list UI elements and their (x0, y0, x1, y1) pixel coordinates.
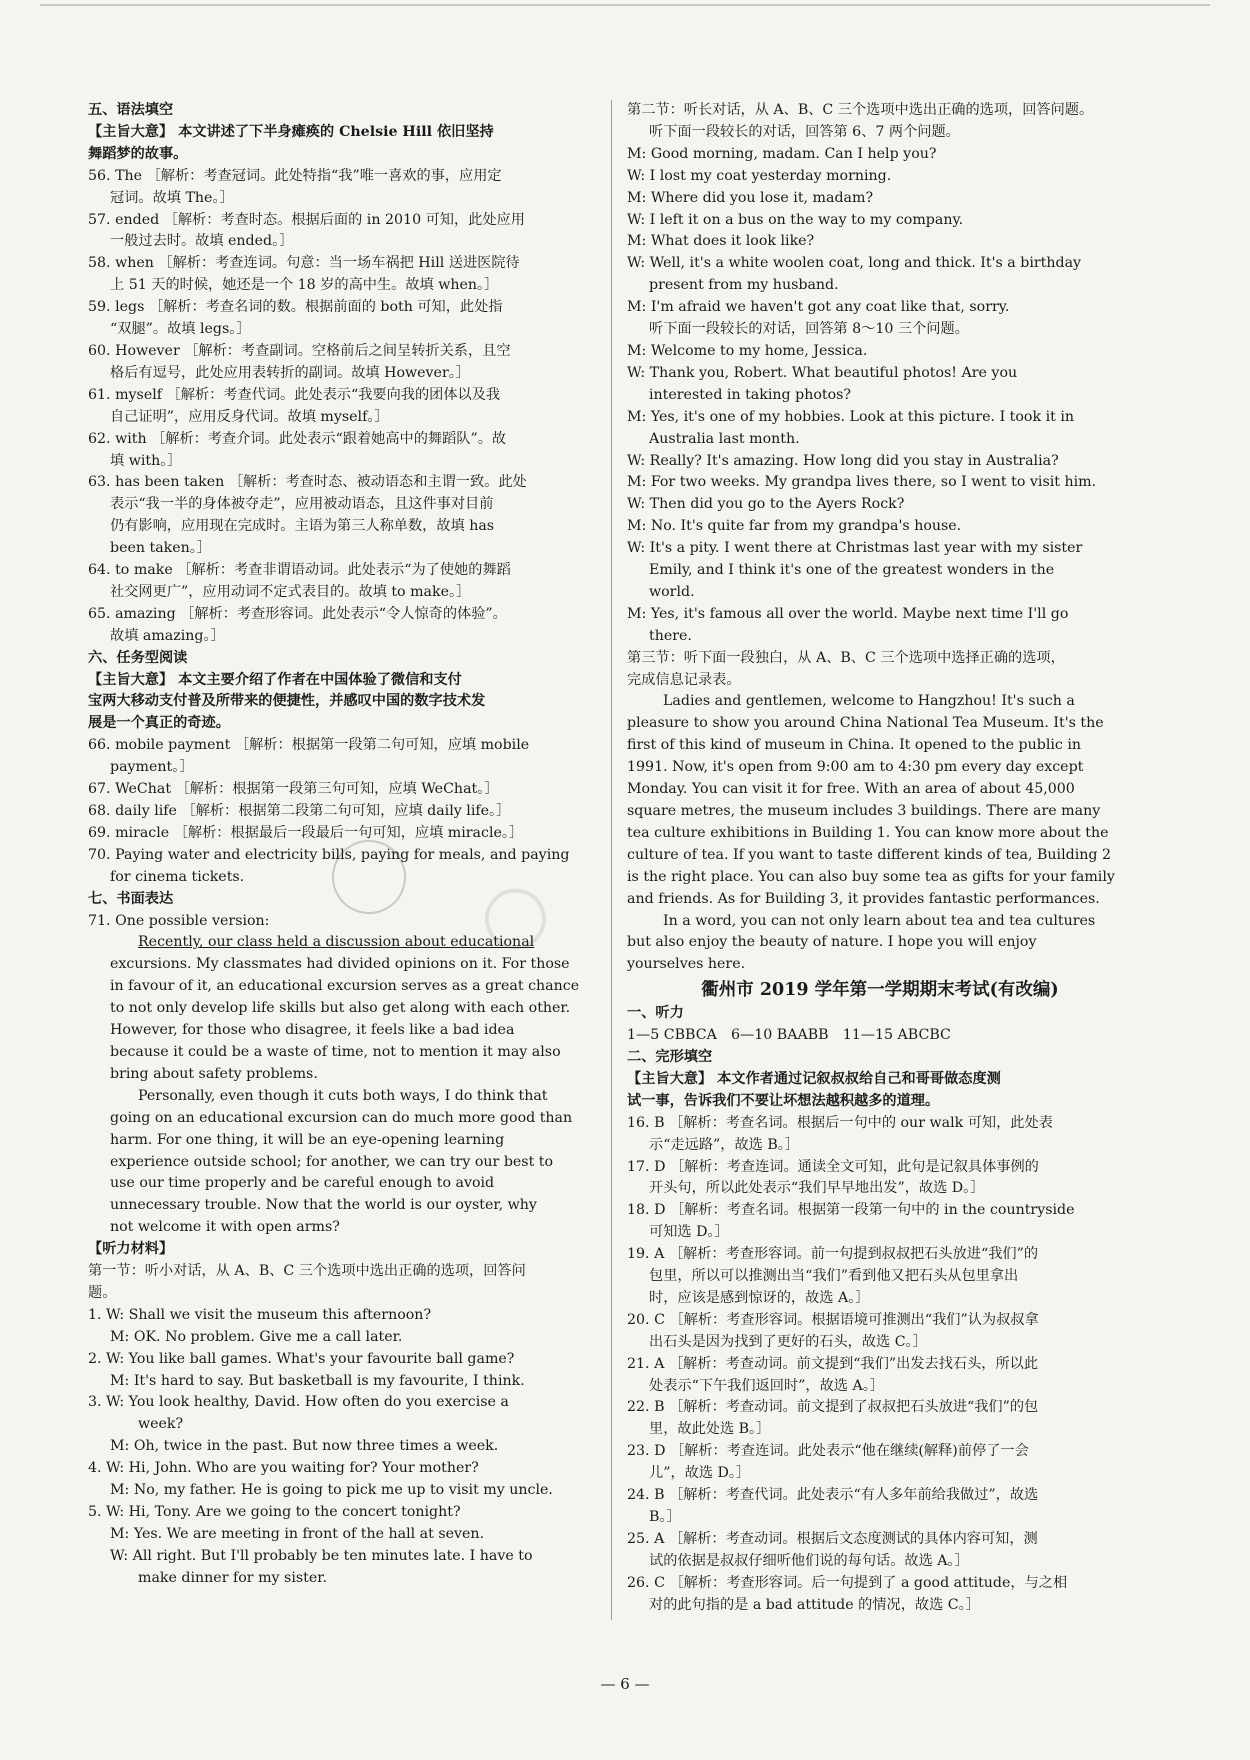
answer-line: 格后有逗号，此处应用表转折的副词。故填 However。］ (110, 364, 470, 381)
right-column (627, 100, 1133, 1617)
dialogue-line: W: All right. But I'll probably be ten minutes late. I have to (110, 1547, 533, 1564)
monologue-line: pleasure to show you around China National Tea Museum. It's the (627, 715, 1104, 732)
summary-line: 宝两大移动支付普及所带来的便捷性，并感叹中国的数字技术发 (88, 693, 486, 710)
summary-line: 试一事，告诉我们不要让坏想法越积越多的道理。 (627, 1092, 940, 1109)
answer-line: 填 with。］ (110, 452, 182, 469)
instruction-line: 完成信息记录表。 (627, 671, 741, 688)
answer-line: 65. amazing ［解析：考查形容词。此处表示“令人惊奇的体验”。 (88, 605, 507, 622)
answer-line: 17. D ［解析：考查连词。通读全文可知，此句是记叙具体事例的 (627, 1158, 1039, 1175)
section-heading: 二、完形填空 (627, 1048, 713, 1065)
essay-line: to not only develop life skills but also get along with each other. (110, 1000, 571, 1017)
answer-line: 24. B ［解析：考查代词。此处表示“有人多年前给我做过”，故选 (627, 1487, 1039, 1504)
dialogue-line: interested in taking photos? (649, 386, 852, 403)
left-column (88, 100, 588, 1590)
instruction-line: 听下面一段较长的对话，回答第 6、7 两个问题。 (649, 123, 960, 140)
answer-line: 69. miracle ［解析：根据最后一段最后一句可知，应填 miracle。］ (88, 824, 524, 841)
essay-line: Personally, even though it cuts both ways, I do think that (138, 1087, 548, 1104)
dialogue-line: M: It's hard to say. But basketball is my favourite, I think. (110, 1372, 525, 1389)
answer-line: 可知选 D。］ (649, 1224, 729, 1241)
answer-line: 66. mobile payment ［解析：根据第一段第二句可知，应填 mobile (88, 737, 530, 754)
monologue-line: first of this kind of museum in China. It opened to the public in (627, 737, 1082, 754)
dialogue-line: week? (138, 1416, 184, 1433)
essay-line: bring about safety problems. (110, 1065, 318, 1082)
dialogue-line: 1. W: Shall we visit the museum this afternoon? (88, 1306, 432, 1323)
answer-line: B。］ (649, 1509, 681, 1525)
summary-line: 舞蹈梦的故事。 (88, 145, 188, 162)
monologue-line: 1991. Now, it's open from 9:00 am to 4:30 pm every day except (627, 759, 1084, 776)
answer-line: 26. C ［解析：考查形容词。后一句提到了 a good attitude，与之相 (627, 1574, 1068, 1591)
answer-line: 25. A ［解析：考查动词。根据后文态度测试的具体内容可知，测 (627, 1530, 1038, 1547)
answer-line: 里，故此处选 B。］ (649, 1421, 771, 1438)
answer-key-line: 1—5 CBBCA 6—10 BAABB 11—15 ABCBC (627, 1027, 951, 1044)
dialogue-line: M: What does it look like? (627, 233, 815, 250)
answer-line: 68. daily life ［解析：根据第二段第二句可知，应填 daily life。］ (88, 803, 511, 819)
answer-line: 表示“我一半的身体被夺走”，应用被动语态，且这件事对目前 (110, 496, 494, 513)
answer-line: payment。］ (110, 759, 194, 776)
dialogue-line: W: Well, it's a white woolen coat, long and thick. It's a birthday (627, 255, 1082, 272)
summary-line: 【主旨大意】 本文主要介绍了作者在中国体验了微信和支付 (88, 671, 462, 688)
dialogue-line: 4. W: Hi, John. Who are you waiting for? Your mother? (88, 1460, 479, 1477)
dialogue-line: W: I lost my coat yesterday morning. (627, 167, 892, 184)
answer-line: 67. WeChat ［解析：根据第一段第三句可知，应填 WeChat。］ (88, 781, 499, 798)
essay-line: excursions. My classmates had divided opinions on it. For those (110, 956, 570, 973)
dialogue-line: M: OK. No problem. Give me a call later. (110, 1328, 403, 1345)
answer-line: 56. The ［解析：考查冠词。此处特指“我”唯一喜欢的事，应用定 (88, 167, 502, 184)
essay-line: unnecessary trouble. Now that the world is our oyster, why (110, 1197, 537, 1214)
instruction-line: 题。 (88, 1284, 117, 1301)
answer-line: 21. A ［解析：考查动词。前文提到“我们”出发去找石头，所以此 (627, 1355, 1039, 1372)
answer-line: 63. has been taken ［解析：考查时态、被动语态和主谓一致。此处 (88, 474, 527, 491)
answer-line: 对的此句指的是 a bad attitude 的情况，故选 C。］ (649, 1596, 980, 1613)
answer-line: 上 51 天的时候，她还是一个 18 岁的高中生。故填 when。］ (110, 277, 499, 294)
dialogue-line: M: Welcome to my home, Jessica. (627, 342, 868, 359)
dialogue-line: 5. W: Hi, Tony. Are we going to the concert tonight? (88, 1504, 461, 1520)
essay-line: Recently, our class held a discussion about educational (138, 934, 535, 951)
answer-line: 时，应该是感到惊讶的，故选 A。］ (649, 1289, 870, 1306)
answer-line: 57. ended ［解析：考查时态。根据后面的 in 2010 可知，此处应用 (88, 211, 525, 228)
answer-line: been taken。］ (110, 540, 212, 557)
monologue-line: tea culture exhibitions in Building 1. You can know more about the (627, 824, 1109, 841)
section-heading: 五、语法填空 (88, 102, 174, 118)
answer-line: 故填 amazing。］ (110, 627, 225, 644)
monologue-line: Ladies and gentlemen, welcome to Hangzhou! It's such a (663, 693, 1075, 710)
column-divider (611, 100, 612, 1620)
answer-line: 试的依据是叔叔仔细听他们说的每句话。故选 A。］ (649, 1552, 969, 1569)
monologue-line: but also enjoy the beauty of nature. I hope you will enjoy (627, 934, 1037, 951)
dialogue-line: M: Yes, it's famous all over the world. Maybe next time I'll go (627, 605, 1069, 622)
dialogue-line: W: Really? It's amazing. How long did you stay in Australia? (627, 452, 1059, 469)
answer-line: 一般过去时。故填 ended。］ (110, 233, 294, 250)
dialogue-line: M: Yes. We are meeting in front of the hall at seven. (110, 1525, 485, 1542)
essay-line: use our time properly and be careful enough to avoid (110, 1175, 495, 1192)
answer-line: 18. D ［解析：考查名词。根据第一段第一句中的 in the countryside (627, 1202, 1075, 1219)
dialogue-line: M: No. It's quite far from my grandpa's house. (627, 518, 962, 535)
answer-line: 60. However ［解析：考查副词。空格前后之间呈转折关系，且空 (88, 342, 511, 359)
dialogue-line: W: Then did you go to the Ayers Rock? (627, 496, 905, 513)
dialogue-line: W: It's a pity. I went there at Christmas last year with my sister (627, 540, 1083, 557)
page-number: — 6 — (600, 1675, 650, 1693)
top-rule (40, 4, 1210, 6)
answer-line: 61. myself ［解析：考查代词。此处表示“我要向我的团体以及我 (88, 386, 501, 403)
watermark: ◯ (468, 869, 559, 961)
dialogue-line: M: Good morning, madam. Can I help you? (627, 145, 937, 162)
answer-line: 示“走远路”，故选 B。］ (649, 1136, 800, 1153)
section-heading: 六、任务型阅读 (88, 649, 188, 666)
answer-line: 70. Paying water and electricity bills, paying for meals, and paying (88, 846, 570, 863)
dialogue-line: world. (649, 583, 695, 600)
answer-line: 64. to make ［解析：考查非谓语动词。此处表示“为了使她的舞蹈 (88, 562, 511, 579)
answer-line: 59. legs ［解析：考查名词的数。根据前面的 both 可知，此处指 (88, 299, 503, 316)
dialogue-line: 3. W: You look healthy, David. How often do you exercise a (88, 1394, 509, 1411)
dialogue-line: M: Oh, twice in the past. But now three times a week. (110, 1438, 499, 1455)
answer-line: 儿”，故选 D。］ (649, 1465, 751, 1482)
dialogue-line: Emily, and I think it's one of the greatest wonders in the (649, 562, 1055, 579)
dialogue-line: Australia last month. (649, 430, 800, 447)
essay-line: not welcome it with open arms? (110, 1219, 340, 1236)
answer-line: 20. C ［解析：考查形容词。根据语境可推测出“我们”认为叔叔拿 (627, 1311, 1039, 1328)
essay-line: because it could be a waste of time, not to mention it may also (110, 1043, 561, 1060)
dialogue-line: 2. W: You like ball games. What's your favourite ball game? (88, 1350, 515, 1367)
dialogue-line: there. (649, 627, 692, 644)
monologue-line: Monday. You can visit it for free. With an area of about 45,000 (627, 781, 1075, 798)
instruction-line: 第一节：听小对话，从 A、B、C 三个选项中选出正确的选项，回答问 (88, 1263, 526, 1280)
answer-line: 包里，所以可以推测出当“我们”看到他又把石头从包里拿出 (649, 1268, 1019, 1285)
instruction-line: 听下面一段较长的对话，回答第 8～10 三个问题。 (649, 321, 969, 338)
dialogue-line: M: Where did you lose it, madam? (627, 189, 874, 206)
answer-line: “双腿”。故填 legs。］ (110, 321, 251, 338)
answer-line: 自己证明”，应用反身代词。故填 myself。］ (110, 408, 389, 425)
dialogue-line: M: I'm afraid we haven't got any coat like that, sorry. (627, 299, 1010, 316)
answer-line: 16. B ［解析：考查名词。根据后一句中的 our walk 可知，此处表 (627, 1114, 1053, 1131)
summary-line: 展是一个真正的奇迹。 (88, 715, 230, 732)
essay-line: going on an educational excursion can do much more good than (110, 1109, 573, 1126)
answer-line: for cinema tickets. (110, 868, 245, 885)
summary-line: 【主旨大意】 本文讲述了下半身瘫痪的 Chelsie Hill 依旧坚持 (88, 123, 494, 140)
dialogue-line: make dinner for my sister. (138, 1569, 327, 1586)
answer-line: 处表示“下午我们返回时”，故选 A。］ (649, 1377, 884, 1394)
answer-line: 冠词。故填 The。］ (110, 189, 234, 206)
section-heading: 七、书面表达 (88, 890, 174, 907)
dialogue-line: present from my husband. (649, 277, 839, 294)
answer-line: 71. One possible version: (88, 912, 270, 929)
instruction-line: 第三节：听下面一段独白，从 A、B、C 三个选项中选择正确的选项， (627, 649, 1065, 666)
answer-line: 62. with ［解析：考查介词。此处表示“跟着她高中的舞蹈队”。故 (88, 430, 507, 447)
section-heading: 【听力材料】 (88, 1241, 174, 1258)
dialogue-line: W: Thank you, Robert. What beautiful photos! Are you (627, 364, 1018, 381)
monologue-line: culture of tea. If you want to taste different kinds of tea, Building 2 (627, 846, 1112, 863)
summary-line: 【主旨大意】 本文作者通过记叙叔叔给自己和哥哥做态度测 (627, 1070, 1001, 1087)
monologue-line: and friends. As for Building 3, it provides fantastic performances. (627, 890, 1100, 907)
essay-line: experience outside school; for another, we can try our best to (110, 1153, 554, 1170)
section-heading: 一、听力 (627, 1005, 684, 1022)
exam-title: 衢州市 2019 学年第一学期期末考试(有改编) (701, 980, 1059, 1001)
monologue-line: square metres, the museum includes 3 buildings. There are many (627, 803, 1101, 819)
dialogue-line: W: I left it on a bus on the way to my company. (627, 211, 964, 228)
essay-line: harm. For one thing, it will be an eye-opening learning (110, 1131, 505, 1148)
answer-line: 出石头是因为找到了更好的石头，故选 C。］ (649, 1333, 927, 1350)
answer-line: 22. B ［解析：考查动词。前文提到了叔叔把石头放进“我们”的包 (627, 1399, 1039, 1416)
answer-line: 开头句，所以此处表示“我们早早地出发”，故选 D。］ (649, 1180, 985, 1197)
monologue-line: yourselves here. (627, 956, 746, 973)
essay-line: in favour of it, an educational excursion serves as a great chance (110, 978, 580, 995)
instruction-line: 第二节：听长对话，从 A、B、C 三个选项中选出正确的选项，回答问题。 (627, 102, 1094, 118)
answer-line: 19. A ［解析：考查形容词。前一句提到叔叔把石头放进“我们”的 (627, 1246, 1039, 1263)
answer-line: 社交网更广”，应用动词不定式表目的。故填 to make。］ (110, 583, 471, 600)
dialogue-line: M: Yes, it's one of my hobbies. Look at this picture. I took it in (627, 408, 1074, 425)
monologue-line: is the right place. You can also buy some tea as gifts for your family (627, 868, 1115, 885)
dialogue-line: M: No, my father. He is going to pick me up to visit my uncle. (110, 1482, 553, 1499)
answer-line: 23. D ［解析：考查连词。此处表示“他在继续(解释)前停了一会 (627, 1443, 1029, 1460)
monologue-line: In a word, you can not only learn about tea and tea cultures (663, 912, 1096, 929)
answer-line: 仍有影响，应用现在完成时。主语为第三人称单数，故填 has (110, 518, 495, 535)
essay-line: However, for those who disagree, it feels like a bad idea (110, 1022, 515, 1039)
answer-line: 58. when ［解析：考查连词。句意：当一场车祸把 Hill 送进医院待 (88, 255, 520, 272)
dialogue-line: M: For two weeks. My grandpa lives there, so I went to visit him. (627, 474, 1097, 491)
